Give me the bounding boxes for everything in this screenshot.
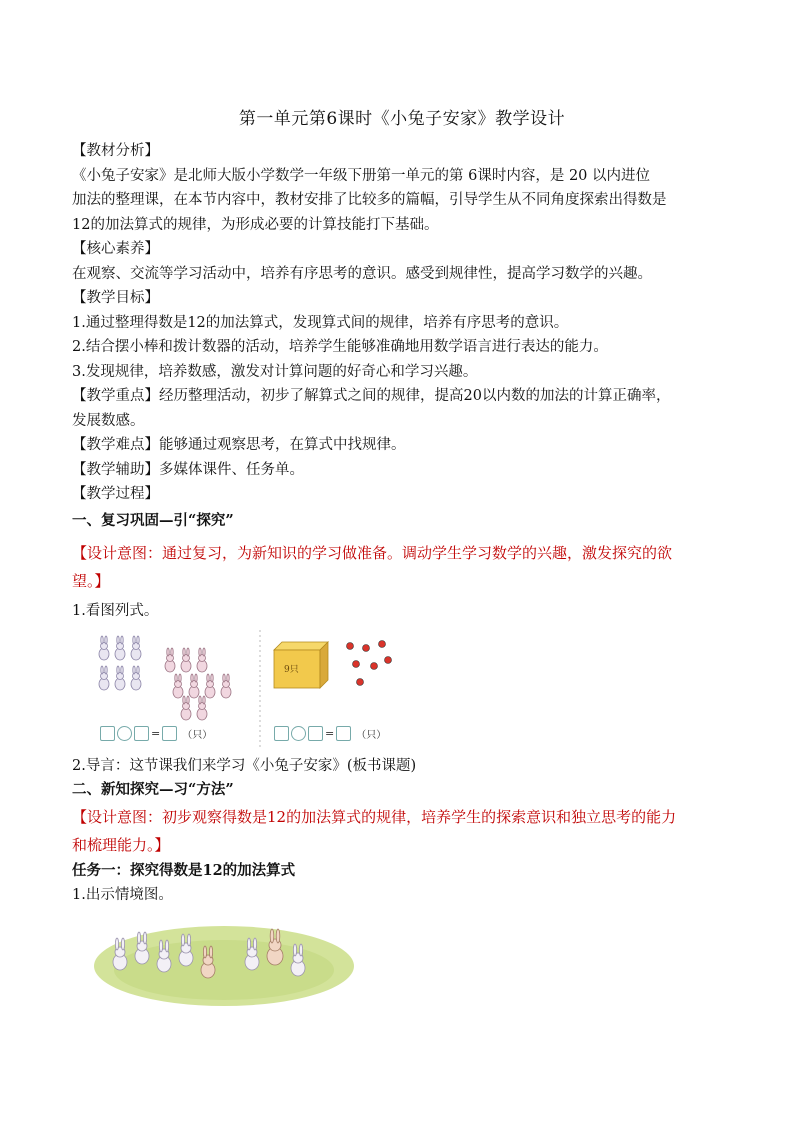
part1-intent-line-2: 望。】 bbox=[72, 572, 110, 590]
analysis-line-2: 加法的整理课，在本节内容中，教材安排了比较多的篇幅，引导学生从不同角度探索出得数是 bbox=[72, 192, 667, 208]
analysis-line-1: 《小兔子安家》是北师大版小学数学一年级下册第一单元的第 6课时内容，是 20 以内进位 bbox=[72, 167, 650, 184]
equals-sign: = bbox=[325, 726, 335, 740]
figure-rabbits-scene bbox=[94, 914, 354, 1006]
part2-intent-line-2: 和梳理能力。】 bbox=[72, 835, 170, 854]
goal-item-2: 2.结合摆小棒和拨计数器的活动，培养学生能够准确地用数学语言进行表达的能力。 bbox=[72, 339, 608, 355]
part1-heading: 一、复习巩固—引“探究” bbox=[72, 511, 234, 529]
answer-box[interactable] bbox=[162, 726, 177, 741]
document-page bbox=[72, 100, 732, 1006]
task1-step: 1.出示情境图。 bbox=[72, 887, 173, 903]
answer-box[interactable] bbox=[308, 726, 323, 741]
literacy-text: 在观察、交流等学习活动中，培养有序思考的意识。感受到规律性，提高学习数学的兴趣。 bbox=[72, 265, 652, 282]
document-title: 第一单元第6课时《小兔子安家》教学设计 bbox=[238, 109, 566, 129]
equation-right bbox=[274, 726, 386, 741]
step2-text: 2.导言：这节课我们来学习《小兔子安家》(板书课题) bbox=[72, 757, 417, 774]
equation-left bbox=[100, 726, 212, 741]
analysis-heading: 【教材分析】 bbox=[72, 143, 159, 159]
rabbits-scene-art bbox=[94, 914, 354, 1006]
unit-label: （只） bbox=[356, 729, 387, 741]
equals-sign: = bbox=[151, 726, 161, 740]
goal-item-1: 1.通过整理得数是12的加法算式，发现算式间的规律，培养有序思考的意识。 bbox=[72, 314, 569, 331]
literacy-heading: 【核心素养】 bbox=[72, 241, 159, 257]
answer-box[interactable] bbox=[100, 726, 115, 741]
process-heading: 【教学过程】 bbox=[72, 486, 159, 502]
goal-item-3: 3.发现规律，培养数感，激发对计算问题的好奇心和学习兴趣。 bbox=[72, 363, 478, 380]
aids-line: 【教学辅助】多媒体课件、任务单。 bbox=[72, 461, 304, 478]
task1-heading: 任务一：探究得数是12的加法算式 bbox=[72, 861, 296, 879]
part1-intent-line-1: 【设计意图：通过复习，为新知识的学习做准备。调动学生学习数学的兴趣，激发探究的欲 bbox=[72, 544, 673, 562]
difficulty-line: 【教学难点】能够通过观察思考，在算式中找规律。 bbox=[72, 437, 406, 453]
part2-heading: 二、新知探究—习“方法” bbox=[72, 781, 234, 798]
part2-intent-line-1: 【设计意图：初步观察得数是12的加法算式的规律，培养学生的探索意识和独立思考的能力 bbox=[72, 807, 677, 826]
figure-rabbits-bees bbox=[94, 630, 394, 752]
goals-heading: 【教学目标】 bbox=[72, 290, 159, 306]
operator-circle[interactable] bbox=[291, 726, 306, 741]
box-label: 9只 bbox=[284, 664, 299, 675]
answer-box[interactable] bbox=[134, 726, 149, 741]
analysis-line-3: 12的加法算式的规律，为形成必要的计算技能打下基础。 bbox=[72, 216, 439, 233]
operator-circle[interactable] bbox=[117, 726, 132, 741]
key-points-line-1: 【教学重点】经历整理活动，初步了解算式之间的规律，提高20以内数的加法的计算正确率， bbox=[72, 388, 671, 404]
answer-box[interactable] bbox=[336, 726, 351, 741]
unit-label: （只） bbox=[182, 729, 213, 741]
answer-box[interactable] bbox=[274, 726, 289, 741]
step1-text: 1.看图列式。 bbox=[72, 603, 159, 619]
key-points-line-2: 发展数感。 bbox=[72, 412, 145, 429]
